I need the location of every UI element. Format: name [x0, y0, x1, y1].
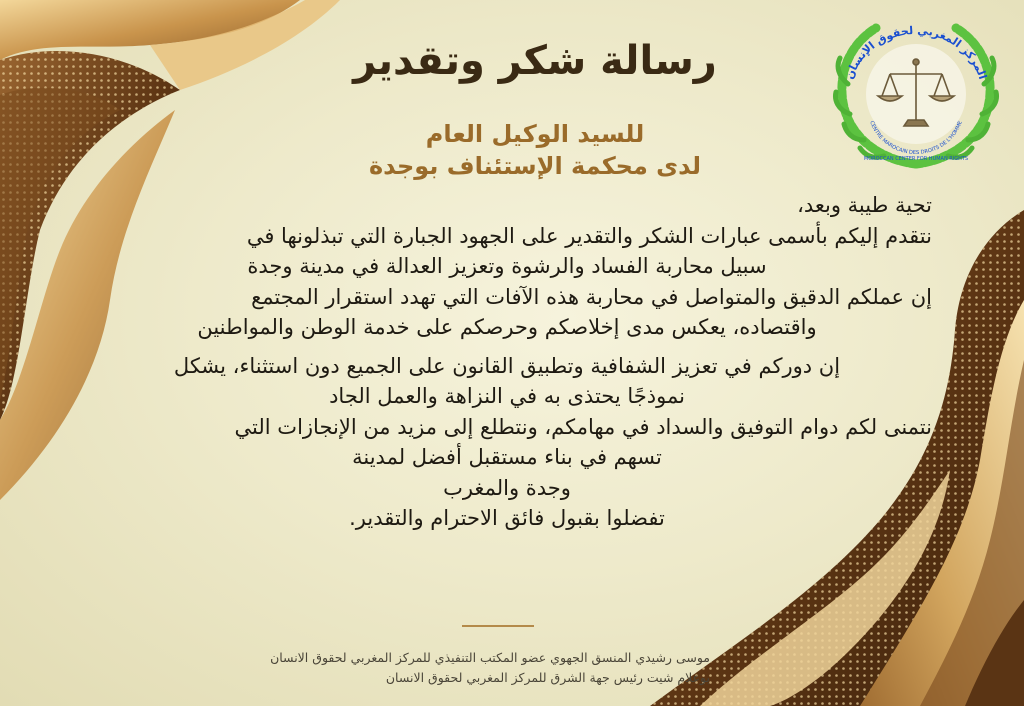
- body-line: واقتصاده، يعكس مدى إخلاصكم وحرصكم على خدمة الوطن والمواطنين: [197, 315, 817, 339]
- body-line: نتمنى لكم دوام التوفيق والسداد في مهامكم، ونتطلع إلى مزيد من الإنجازات التي: [234, 414, 932, 439]
- signature-line-1: موسى رشيدي المنسق الجهوي عضو المكتب التنفيذي للمركز المغربي لحقوق الانسان: [270, 650, 710, 665]
- letter-body: [82, 190, 932, 534]
- signature-line-2: بوعلام شيت رئيس جهة الشرق للمركز المغربي لحقوق الانسان: [385, 670, 710, 685]
- logo-arabic-name: المركز المغربي لحقوق الإنسان: [842, 23, 990, 81]
- closing-line: تفضلوا بقبول فائق الاحترام والتقدير.: [349, 506, 665, 530]
- body-line: نموذجًا يحتذى به في النزاهة والعمل الجاد: [329, 384, 685, 408]
- body-line: سبيل محاربة الفساد والرشوة وتعزيز العدالة في مدينة وجدة: [247, 254, 767, 278]
- greeting-line: تحية طيبة وبعد،: [797, 193, 932, 217]
- divider: [462, 625, 534, 627]
- recipient-block: [300, 118, 770, 182]
- body-line: وجدة والمغرب: [443, 475, 571, 500]
- page-title: رسالة شكر وتقدير: [353, 38, 717, 84]
- body-line: نتقدم إليكم بأسمى عبارات الشكر والتقدير على الجهود الجبارة التي تبذلونها في: [246, 223, 932, 248]
- body-line: إن عملكم الدقيق والمتواصل في محاربة هذه الآفات التي تهدد استقرار المجتمع: [251, 284, 932, 309]
- organization-logo: [828, 14, 1004, 174]
- body-line: إن دوركم في تعزيز الشفافية وتطبيق القانون على الجميع دون استثناء، يشكل: [173, 353, 841, 378]
- recipient-line-2: لدى محكمة الإستئناف بوجدة: [368, 152, 702, 180]
- logo-english-name: MOROCCAN CENTER FOR HUMAN RIGHTS: [863, 156, 969, 162]
- body-line: تسهم في بناء مستقبل أفضل لمدينة: [352, 445, 662, 469]
- recipient-line-1: للسيد الوكيل العام: [425, 120, 645, 148]
- signature-block: [220, 648, 710, 688]
- logo-french-name: CENTRE MAROCAIN DES DROITS DE L'HOMME: [868, 120, 964, 157]
